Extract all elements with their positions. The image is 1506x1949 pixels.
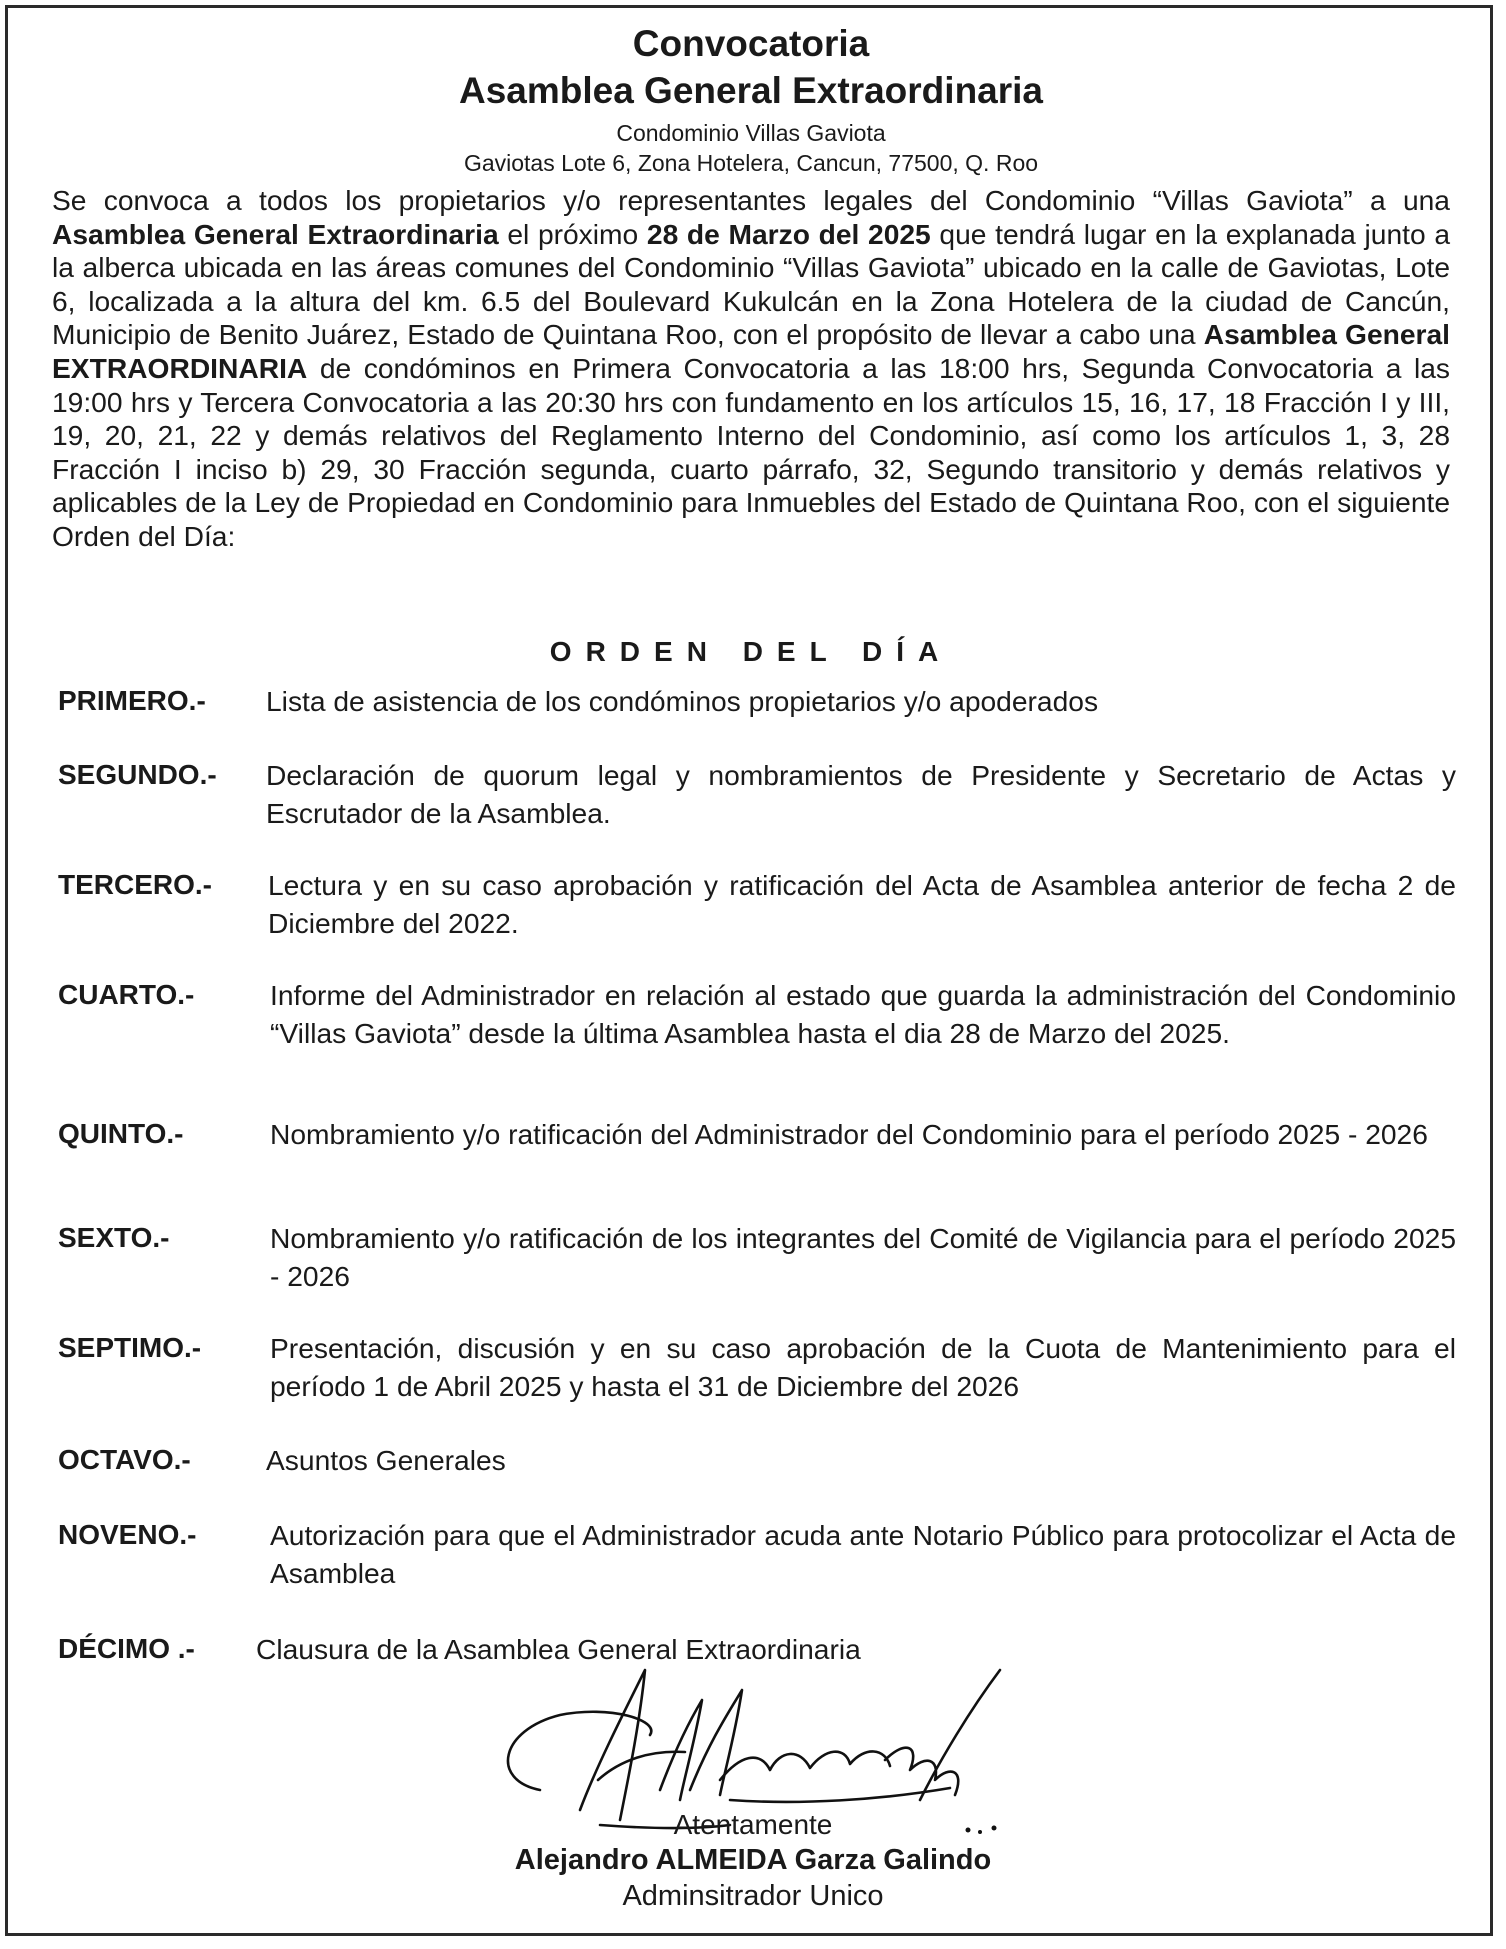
item-text: Asuntos Generales <box>266 1444 506 1476</box>
intro-bold-date: 28 de Marzo del 2025 <box>646 217 931 250</box>
signer-role: Adminsitrador Unico <box>622 1880 884 1912</box>
item-text: Nombramiento y/o ratificación del Administrador del Condominio para el período 2025 - 2026 <box>270 1118 1428 1150</box>
condominio-address: Gaviotas Lote 6, Zona Hotelera, Cancun, 77500, Q. Roo <box>463 150 1039 176</box>
item-text: Declaración de quorum legal y nombramientos de Presidente y Secretario de Actas y Escrutador de la Asamblea. <box>266 759 1456 829</box>
title-asamblea: Asamblea General Extraordinaria <box>458 70 1044 111</box>
item-label: SEXTO.- <box>58 1222 170 1253</box>
intro-text-3: que tendrá lugar en la explanada junto a la alberca ubicada en las áreas comunes del Condominio “Villas Gaviota” ubicado en la calle de Gaviotas, Lote 6, localizada a la altura del km. 6.5 del Boulevard Kukulcán en la Zona Hotelera de la ciudad de Cancún, Municipio de Benito Juárez, Estado de Quintana Roo, con el propósito de llevar a cabo una <box>52 217 1451 351</box>
item-label: CUARTO.- <box>58 979 195 1010</box>
header <box>52 20 1450 178</box>
intro-paragraph <box>52 184 1450 554</box>
intro-text-1: Se convoca a todos los propietarios y/o representantes legales del Condominio “Villas Gaviota” a una <box>52 184 1450 216</box>
item-label: SEPTIMO.- <box>58 1332 202 1363</box>
item-text: Lectura y en su caso aprobación y ratificación del Acta de Asamblea anterior de fecha 2 de Diciembre del 2022. <box>268 869 1456 939</box>
item-label: OCTAVO.- <box>58 1444 191 1475</box>
item-label: DÉCIMO .- <box>58 1633 195 1664</box>
intro-bold-asamblea: Asamblea General Extraordinaria <box>52 217 499 250</box>
condominio-name: Condominio Villas Gaviota <box>616 120 886 146</box>
item-text: Presentación, discusión y en su caso aprobación de la Cuota de Mantenimiento para el período 1 de Abril 2025 y hasta el 31 de Diciembre del 2026 <box>270 1332 1456 1402</box>
atentamente: Atentamente <box>673 1809 833 1840</box>
item-label: PRIMERO.- <box>58 685 206 716</box>
orden-del-dia-heading: ORDEN DEL DÍA <box>549 636 953 667</box>
item-text: Nombramiento y/o ratificación de los integrantes del Comité de Vigilancia para el período 2025 - 2026 <box>270 1222 1456 1292</box>
item-label: QUINTO.- <box>58 1118 184 1149</box>
closing-block <box>0 1808 1506 1914</box>
item-text: Autorización para que el Administrador acuda ante Notario Público para protocolizar el Acta de Asamblea <box>270 1519 1456 1589</box>
item-label: TERCERO.- <box>58 869 212 900</box>
item-text: Informe del Administrador en relación al estado que guarda la administración del Condominio “Villas Gaviota” desde la última Asamblea hasta el dia 28 de Marzo del 2025. <box>270 979 1456 1049</box>
item-label: NOVENO.- <box>58 1519 197 1550</box>
title-convocatoria: Convocatoria <box>632 23 870 64</box>
intro-text-2: el próximo <box>498 217 647 250</box>
item-text: Clausura de la Asamblea General Extraordinaria <box>256 1633 861 1665</box>
item-label: SEGUNDO.- <box>58 759 217 790</box>
item-text: Lista de asistencia de los condóminos propietarios y/o apoderados <box>266 685 1099 717</box>
intro-bold-extraordinaria: Asamblea General EXTRAORDINARIA <box>52 318 1450 384</box>
signer-name: Alejandro ALMEIDA Garza Galindo <box>514 1844 992 1876</box>
intro-text-4: de condóminos en Primera Convocatoria a las 18:00 hrs, Segunda Convocatoria a las 19:00 hrs y Tercera Convocatoria a las 20:30 hrs con fundamento en los artículos 15, 16, 17, 18 Fracción I y III, 19, 20, 21, 22 y demás relativos del Reglamento Interno del Condominio, así como los artículos 1, 3, 28 Fracción I inciso b) 29, 30 Fracción segunda, cuarto párrafo, 32, Segundo transitorio y demás relativos y aplicables de la Ley de Propiedad en Condominio para Inmuebles del Estado de Quintana Roo, con el siguiente Orden del Día: <box>52 351 1450 552</box>
